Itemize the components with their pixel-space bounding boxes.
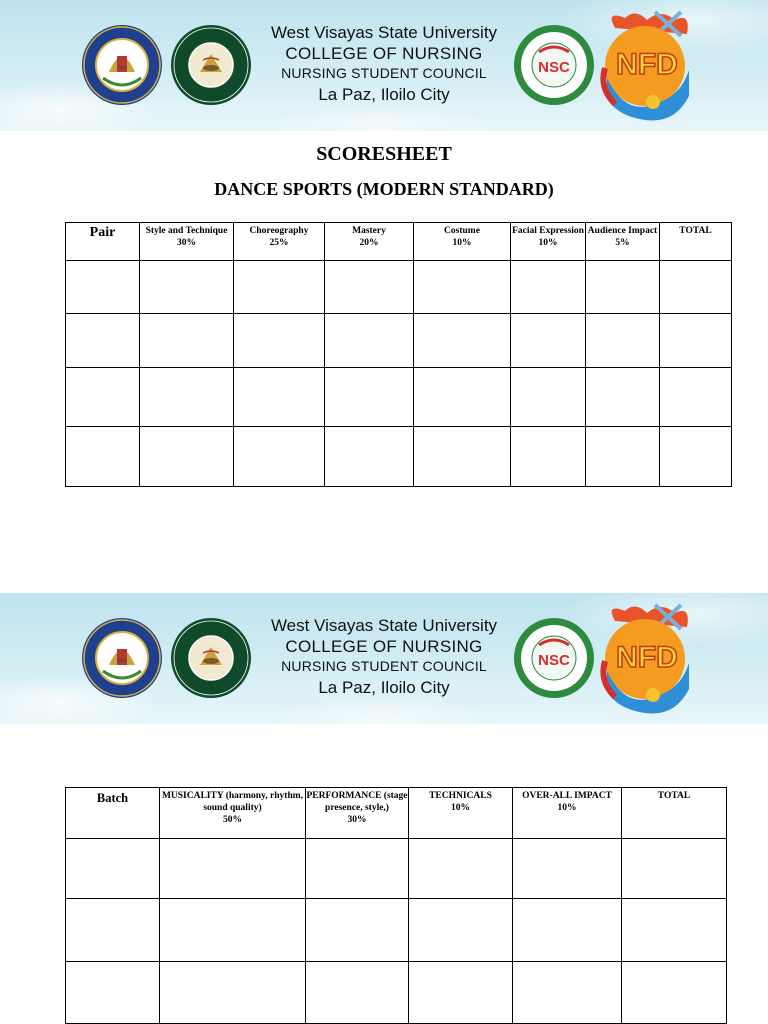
- score-cell[interactable]: [660, 314, 732, 368]
- score-cell[interactable]: [414, 314, 511, 368]
- score-cell[interactable]: [325, 368, 414, 427]
- score-cell[interactable]: [586, 427, 660, 487]
- column-header-audience-impact: Audience Impact 5%: [586, 223, 660, 261]
- location-text: La Paz, Iloilo City: [318, 85, 450, 104]
- score-cell[interactable]: [660, 261, 732, 314]
- column-header-mastery: Mastery 20%: [325, 223, 414, 261]
- column-header-choreography: Choreography 25%: [234, 223, 325, 261]
- table-row: [66, 314, 732, 368]
- dance-sports-score-table: [65, 222, 732, 487]
- score-cell[interactable]: [513, 839, 622, 899]
- svg-text:1902: 1902: [117, 658, 127, 663]
- score-cell[interactable]: [409, 962, 513, 1024]
- nursing-student-council-seal-logo: [513, 615, 595, 701]
- score-cell[interactable]: [511, 368, 586, 427]
- university-name: West Visayas State University: [270, 23, 498, 42]
- column-header-pair: Pair: [66, 223, 140, 261]
- score-cell[interactable]: [66, 839, 160, 899]
- score-cell[interactable]: [66, 427, 140, 487]
- score-cell[interactable]: [325, 314, 414, 368]
- score-cell[interactable]: [622, 839, 727, 899]
- wvsu-seal-logo: [81, 615, 163, 701]
- wvsu-seal-logo: [81, 22, 163, 108]
- council-name: NURSING STUDENT COUNCIL: [281, 658, 487, 674]
- score-cell[interactable]: [160, 839, 306, 899]
- score-cell[interactable]: [306, 899, 409, 962]
- score-cell[interactable]: [409, 839, 513, 899]
- location-text: La Paz, Iloilo City: [318, 678, 450, 697]
- music-performance-score-table: [65, 787, 727, 1024]
- score-cell[interactable]: [511, 427, 586, 487]
- score-cell[interactable]: [66, 962, 160, 1024]
- score-cell[interactable]: [409, 899, 513, 962]
- institution-header: [262, 615, 506, 699]
- table-row: [66, 427, 732, 487]
- header-banner-second: [0, 593, 768, 724]
- score-cell[interactable]: [306, 839, 409, 899]
- score-cell[interactable]: [660, 427, 732, 487]
- nfd-event-logo: [595, 8, 695, 126]
- table-row: [66, 839, 727, 899]
- column-header-total: TOTAL: [622, 788, 727, 839]
- score-cell[interactable]: [513, 899, 622, 962]
- nfd-event-logo: [595, 601, 695, 719]
- svg-text:NFD: NFD: [616, 48, 678, 81]
- college-name: COLLEGE OF NURSING: [285, 44, 483, 63]
- score-cell[interactable]: [586, 314, 660, 368]
- college-of-nursing-seal-logo: [170, 615, 252, 701]
- score-cell[interactable]: [140, 261, 234, 314]
- council-name: NURSING STUDENT COUNCIL: [281, 65, 487, 81]
- score-cell[interactable]: [234, 427, 325, 487]
- header-banner: [0, 0, 768, 131]
- table-header-row: [66, 223, 732, 261]
- scoresheet-title: SCORESHEET: [316, 143, 452, 165]
- college-name: COLLEGE OF NURSING: [285, 637, 483, 656]
- score-cell[interactable]: [325, 261, 414, 314]
- score-cell[interactable]: [511, 261, 586, 314]
- table-header-row: [66, 788, 727, 839]
- score-cell[interactable]: [66, 899, 160, 962]
- column-header-technicals: TECHNICALS 10%: [409, 788, 513, 839]
- svg-text:1902: 1902: [117, 65, 127, 70]
- column-header-performance: PERFORMANCE (stage presence, style,) 30%: [306, 788, 409, 839]
- table-row: [66, 261, 732, 314]
- event-subtitle: DANCE SPORTS (MODERN STANDARD): [214, 179, 554, 199]
- score-cell[interactable]: [513, 962, 622, 1024]
- score-cell[interactable]: [66, 261, 140, 314]
- score-cell[interactable]: [234, 261, 325, 314]
- score-cell[interactable]: [325, 427, 414, 487]
- score-cell[interactable]: [160, 962, 306, 1024]
- score-cell[interactable]: [234, 314, 325, 368]
- table-row: [66, 368, 732, 427]
- score-cell[interactable]: [511, 314, 586, 368]
- score-cell[interactable]: [414, 427, 511, 487]
- score-cell[interactable]: [140, 427, 234, 487]
- column-header-overall-impact: OVER-ALL IMPACT 10%: [513, 788, 622, 839]
- score-cell[interactable]: [66, 368, 140, 427]
- column-header-facial-expression: Facial Expression 10%: [511, 223, 586, 261]
- score-cell[interactable]: [414, 261, 511, 314]
- score-cell[interactable]: [622, 899, 727, 962]
- nursing-student-council-seal-logo: [513, 22, 595, 108]
- score-cell[interactable]: [140, 368, 234, 427]
- svg-text:NSC: NSC: [538, 59, 570, 76]
- score-cell[interactable]: [66, 314, 140, 368]
- score-cell[interactable]: [160, 899, 306, 962]
- score-cell[interactable]: [414, 368, 511, 427]
- score-cell[interactable]: [140, 314, 234, 368]
- svg-text:NFD: NFD: [616, 641, 678, 674]
- university-name: West Visayas State University: [270, 616, 498, 635]
- column-header-costume: Costume 10%: [414, 223, 511, 261]
- column-header-musicality: MUSICALITY (harmony, rhythm, sound quality) 50%: [160, 788, 306, 839]
- score-cell[interactable]: [586, 368, 660, 427]
- column-header-style-technique: Style and Technique 30%: [140, 223, 234, 261]
- institution-header: [262, 22, 506, 106]
- column-header-total: TOTAL: [660, 223, 732, 261]
- college-of-nursing-seal-logo: [170, 22, 252, 108]
- table-row: [66, 962, 727, 1024]
- svg-text:NSC: NSC: [538, 652, 570, 669]
- score-cell[interactable]: [622, 962, 727, 1024]
- score-cell[interactable]: [586, 261, 660, 314]
- score-cell[interactable]: [234, 368, 325, 427]
- table-row: [66, 899, 727, 962]
- score-cell[interactable]: [660, 368, 732, 427]
- column-header-batch: Batch: [66, 788, 160, 839]
- score-cell[interactable]: [306, 962, 409, 1024]
